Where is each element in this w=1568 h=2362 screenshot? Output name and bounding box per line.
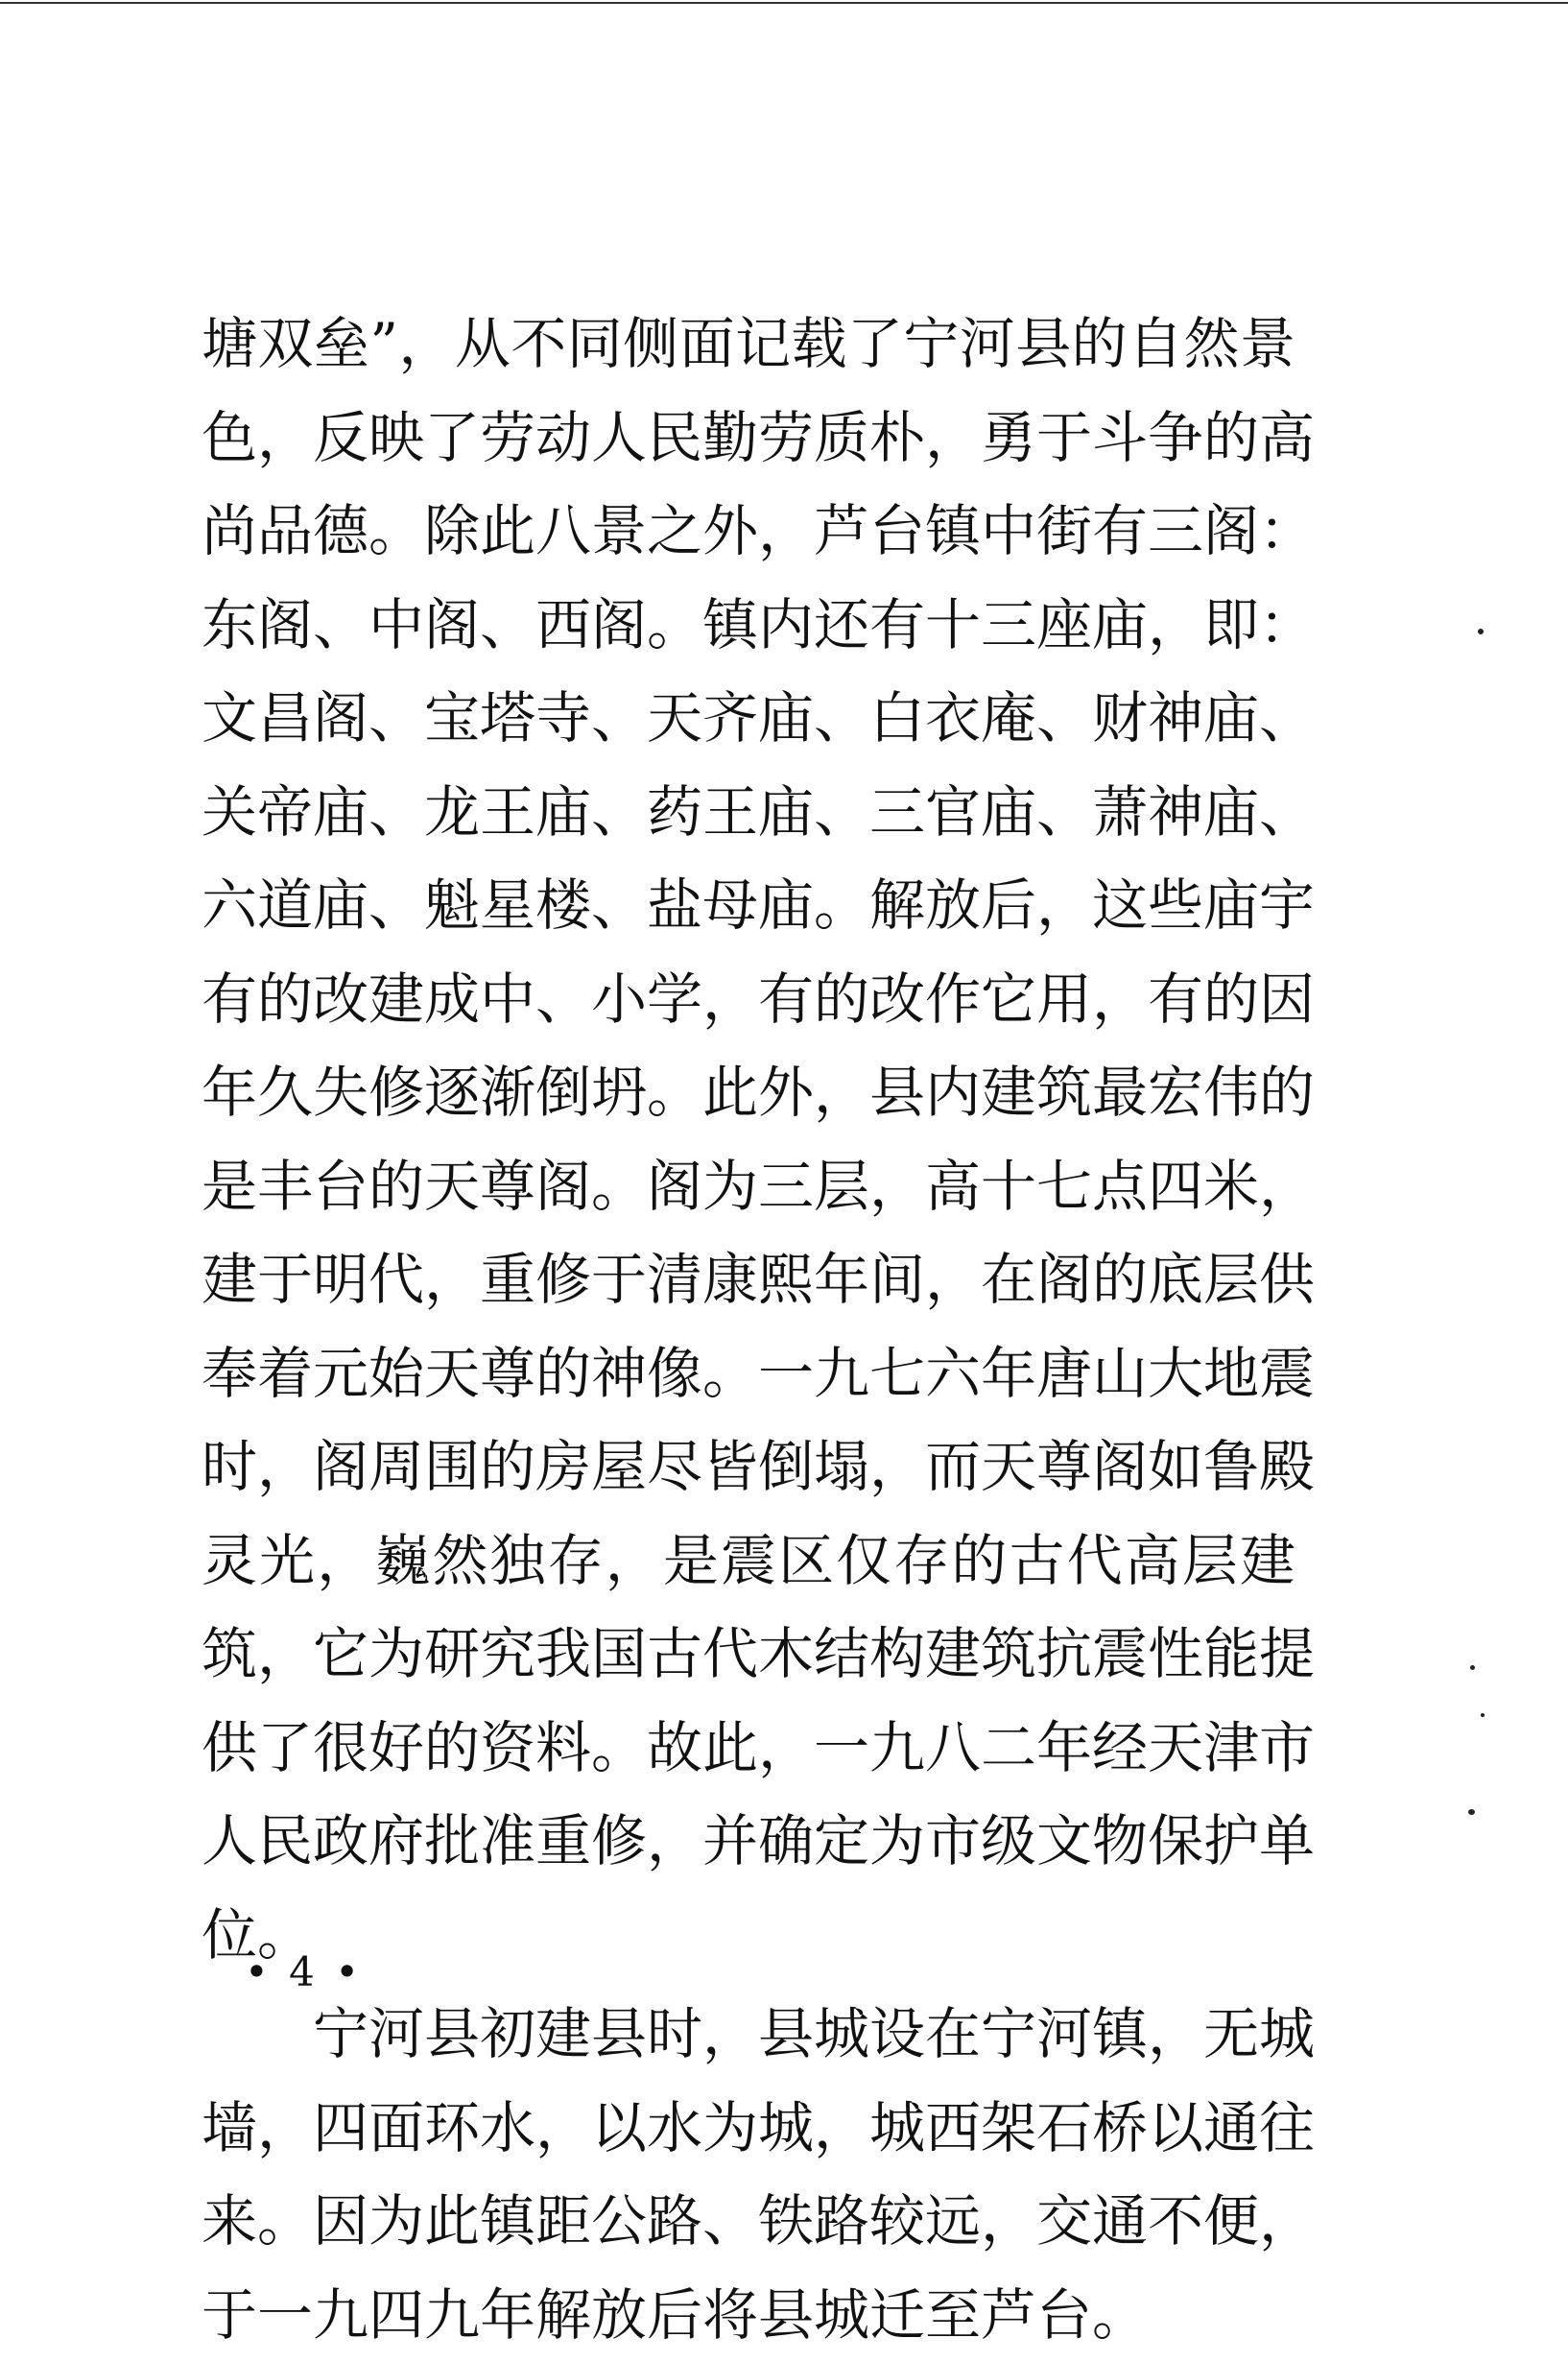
text-line: 色，反映了劳动人民勤劳质朴，勇于斗争的高 xyxy=(202,392,1295,486)
text-line: 文昌阁、宝塔寺、天齐庙、白衣庵、财神庙、 xyxy=(202,672,1295,766)
scan-speck xyxy=(1470,1665,1475,1670)
scan-speck xyxy=(1481,1713,1485,1717)
text-line: 是丰台的天尊阁。阁为三层，高十七点四米， xyxy=(202,1140,1295,1234)
page-number: • 4 • xyxy=(245,1948,363,1996)
scan-speck xyxy=(1468,1809,1475,1815)
text-line: 塘双垒”，从不同侧面记载了宁河县的自然景 xyxy=(202,298,1295,392)
text-line: 建于明代，重修于清康熙年间，在阁的底层供 xyxy=(202,1233,1295,1327)
text-line: 东阁、中阁、西阁。镇内还有十三座庙，即： xyxy=(202,579,1295,673)
top-border-line xyxy=(0,2,1568,4)
text-line: 人民政府批准重修，并确定为市级文物保护单 xyxy=(202,1795,1295,1889)
text-line: 尚品德。除此八景之外，芦台镇中街有三阁： xyxy=(202,485,1295,579)
text-line-first: 宁河县初建县时，县城设在宁河镇，无城 xyxy=(202,1988,1295,2082)
text-line: 来。因为此镇距公路、铁路较远，交通不便， xyxy=(202,2175,1295,2269)
text-line-last: 于一九四九年解放后将县城迁至芦台。 xyxy=(202,2269,1295,2362)
text-line: 关帝庙、龙王庙、药王庙、三官庙、萧神庙、 xyxy=(202,766,1295,860)
text-line: 年久失修逐渐倒坍。此外，县内建筑最宏伟的 xyxy=(202,1046,1295,1140)
text-line: 有的改建成中、小学，有的改作它用，有的因 xyxy=(202,953,1295,1047)
text-line: 墙，四面环水，以水为城，城西架石桥以通往 xyxy=(202,2082,1295,2176)
page-body xyxy=(202,298,1295,2362)
scan-speck xyxy=(1478,629,1484,634)
text-line: 供了很好的资料。故此，一九八二年经天津市 xyxy=(202,1702,1295,1796)
paragraph-1 xyxy=(202,298,1295,1982)
text-line: 灵光，巍然独存，是震区仅存的古代高层建 xyxy=(202,1515,1295,1609)
text-line-last: 位。 xyxy=(202,1889,1295,1983)
text-line: 六道庙、魁星楼、盐母庙。解放后，这些庙宇 xyxy=(202,859,1295,953)
paragraph-2 xyxy=(202,1988,1295,2362)
text-line: 奉着元始天尊的神像。一九七六年唐山大地震 xyxy=(202,1327,1295,1421)
text-line: 时，阁周围的房屋尽皆倒塌，而天尊阁如鲁殿 xyxy=(202,1420,1295,1515)
text-line: 筑，它为研究我国古代木结构建筑抗震性能提 xyxy=(202,1608,1295,1702)
